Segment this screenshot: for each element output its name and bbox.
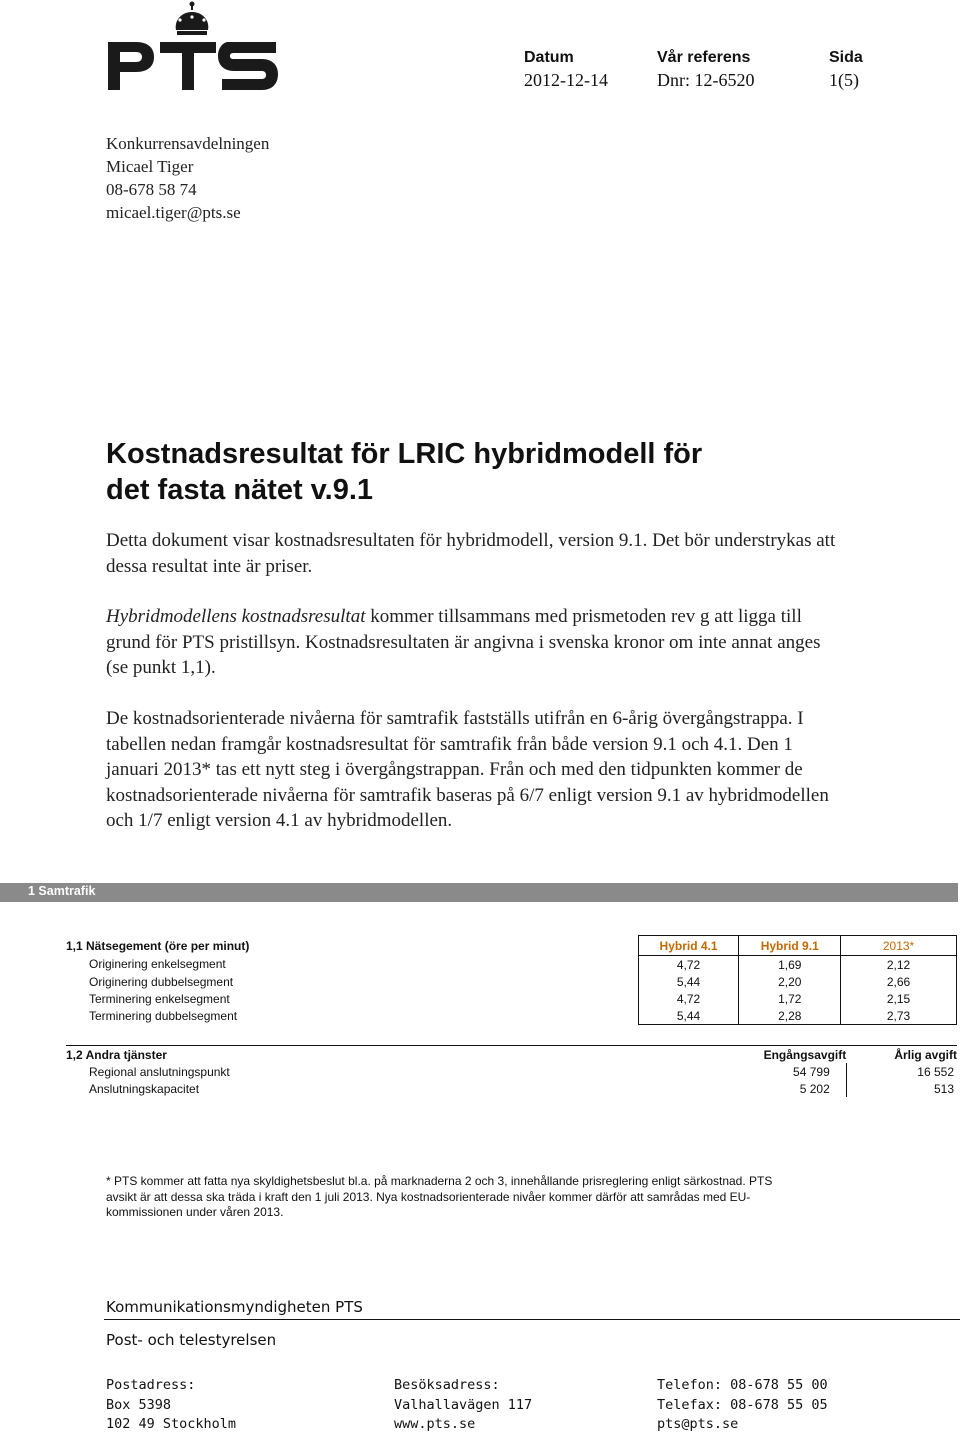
method-paragraph-italic: Hybridmodellens kostnadsresultat — [106, 606, 366, 627]
sender-phone: 08-678 58 74 — [106, 180, 197, 199]
sender-department: Konkurrensavdelningen — [106, 134, 270, 153]
transition-paragraph: De kostnadsorienterade nivåerna för samtrafik fastställs utifrån en 6-årig övergångstrappa. I tabellen nedan framgår kostnadsresultat för samtrafik från både version 9.1 och 4.1. Den 1 januari 2013* tas ett nytt steg i övergångstrappan. Från och med den tidpunkten kommer de kostnadsorienterade nivåerna för samtrafik baseras på 6/7 enligt version 9.1 av hybridmodellen och 1/7 enligt version 4.1 av hybridmodellen. — [106, 708, 829, 831]
column-header: Hybrid 4.1 — [638, 936, 739, 956]
page-number: 1(5) — [829, 70, 859, 90]
method-paragraph — [106, 604, 836, 681]
footer-organization: Kommunikationsmyndigheten PTS — [106, 1298, 363, 1316]
footer-contact — [657, 1376, 828, 1435]
cell-value: 2,15 — [841, 990, 957, 1007]
table-header-row — [66, 1046, 957, 1064]
footnote: * PTS kommer att fatta nya skyldighetsbeslut bl.a. på marknaderna 2 och 3, innehållande prisreglering enligt särkostnad. PTS avsikt är att dessa ska träda i kraft den 1 juli 2013. Nya kostnadsorienterade nivåer kommer därför att samrådas med EU-kommissionen under våren 2013. — [106, 1174, 773, 1219]
sender-name: Micael Tiger — [106, 157, 194, 176]
datum-label: Datum — [524, 49, 574, 66]
postal-label: Postadress: — [106, 1377, 196, 1393]
visit-label: Besöksadress: — [394, 1377, 500, 1393]
cell-value: 2,20 — [739, 973, 841, 990]
table-row — [66, 1007, 957, 1025]
other-services-table — [66, 1045, 957, 1097]
cell-value: 2,28 — [739, 1007, 841, 1025]
cell-value: 513 — [933, 1081, 954, 1096]
method-paragraph-text: kommer tillsammans med prismetoden rev g att ligga till grund för PTS pristillsyn. Kostnadsresultaten är angivna i svenska kronor om inte annat anges (se punkt 1,1). — [106, 606, 821, 678]
page-label: Sida — [829, 49, 863, 66]
postal-line-2: 102 49 Stockholm — [106, 1416, 237, 1432]
reference-label: Vår referens — [657, 49, 751, 66]
crown-icon — [176, 2, 209, 36]
email-link[interactable]: pts@pts.se — [657, 1416, 739, 1432]
footer-organization-subtitle: Post- och telestyrelsen — [106, 1331, 277, 1349]
title-line-1: Kostnadsresultat för LRIC hybridmodell för — [106, 438, 703, 470]
cell-value: 5,44 — [638, 1007, 739, 1025]
footer-visiting-address — [394, 1376, 532, 1435]
cell-value: 5 202 — [712, 1080, 846, 1097]
telephone: Telefon: 08-678 55 00 — [657, 1377, 828, 1393]
network-segment-table — [66, 935, 957, 1025]
title-line-2: det fasta nätet v.9.1 — [106, 474, 374, 506]
visit-line-1: Valhallavägen 117 — [394, 1396, 533, 1413]
reference-value: Dnr: 12-6520 — [657, 70, 755, 90]
cell-value: 2,12 — [841, 956, 957, 974]
column-header: Hybrid 9.1 — [739, 936, 841, 956]
column-header: Engångsavgift — [712, 1046, 846, 1064]
document-title — [106, 436, 846, 508]
row-label: Regional anslutningspunkt — [89, 1064, 230, 1079]
table-row — [66, 990, 957, 1007]
row-label: Originering dubbelsegment — [89, 974, 234, 989]
intro-paragraph: Detta dokument visar kostnadsresultaten för hybridmodell, version 9.1. Det bör understrykas att dessa resultat inte är priser. — [106, 530, 836, 577]
table-title: 1,1 Nätsegement (öre per minut) — [66, 938, 250, 953]
cell-value: 16 552 — [917, 1064, 954, 1079]
cell-value: 2,66 — [841, 973, 957, 990]
row-label: Originering enkelsegment — [89, 957, 226, 972]
sender-block — [106, 132, 269, 224]
row-label: Anslutningskapacitet — [89, 1081, 200, 1096]
pts-logo — [104, 0, 280, 96]
footer-postal-address — [106, 1376, 236, 1435]
table-row — [66, 1063, 957, 1080]
row-label: Terminering dubbelsegment — [89, 1008, 238, 1023]
cell-value: 54 799 — [712, 1063, 846, 1080]
table-title: 1,2 Andra tjänster — [66, 1046, 712, 1064]
cell-value: 2,73 — [841, 1007, 957, 1025]
sender-email: micael.tiger@pts.se — [106, 203, 241, 222]
row-label: Terminering enkelsegment — [89, 991, 230, 1006]
cell-value: 4,72 — [638, 990, 739, 1007]
footer-divider — [104, 1319, 960, 1320]
website-link[interactable]: www.pts.se — [394, 1416, 476, 1432]
table-row — [66, 973, 957, 990]
pts-logo-graphic — [104, 0, 280, 96]
cell-value: 1,69 — [739, 956, 841, 974]
table-row — [66, 1080, 957, 1097]
cell-value: 5,44 — [638, 973, 739, 990]
telefax: Telefax: 08-678 55 05 — [657, 1396, 828, 1413]
table-row — [66, 956, 957, 974]
column-header: 2013* — [841, 936, 957, 956]
postal-line-1: Box 5398 — [106, 1396, 172, 1413]
datum-value: 2012-12-14 — [524, 70, 608, 90]
table-header-row — [66, 936, 957, 956]
column-header: Årlig avgift — [846, 1046, 957, 1064]
section-header-label: 1 Samtrafik — [28, 884, 96, 898]
cell-value: 4,72 — [638, 956, 739, 974]
section-header-bar — [0, 883, 958, 902]
cell-value: 1,72 — [739, 990, 841, 1007]
